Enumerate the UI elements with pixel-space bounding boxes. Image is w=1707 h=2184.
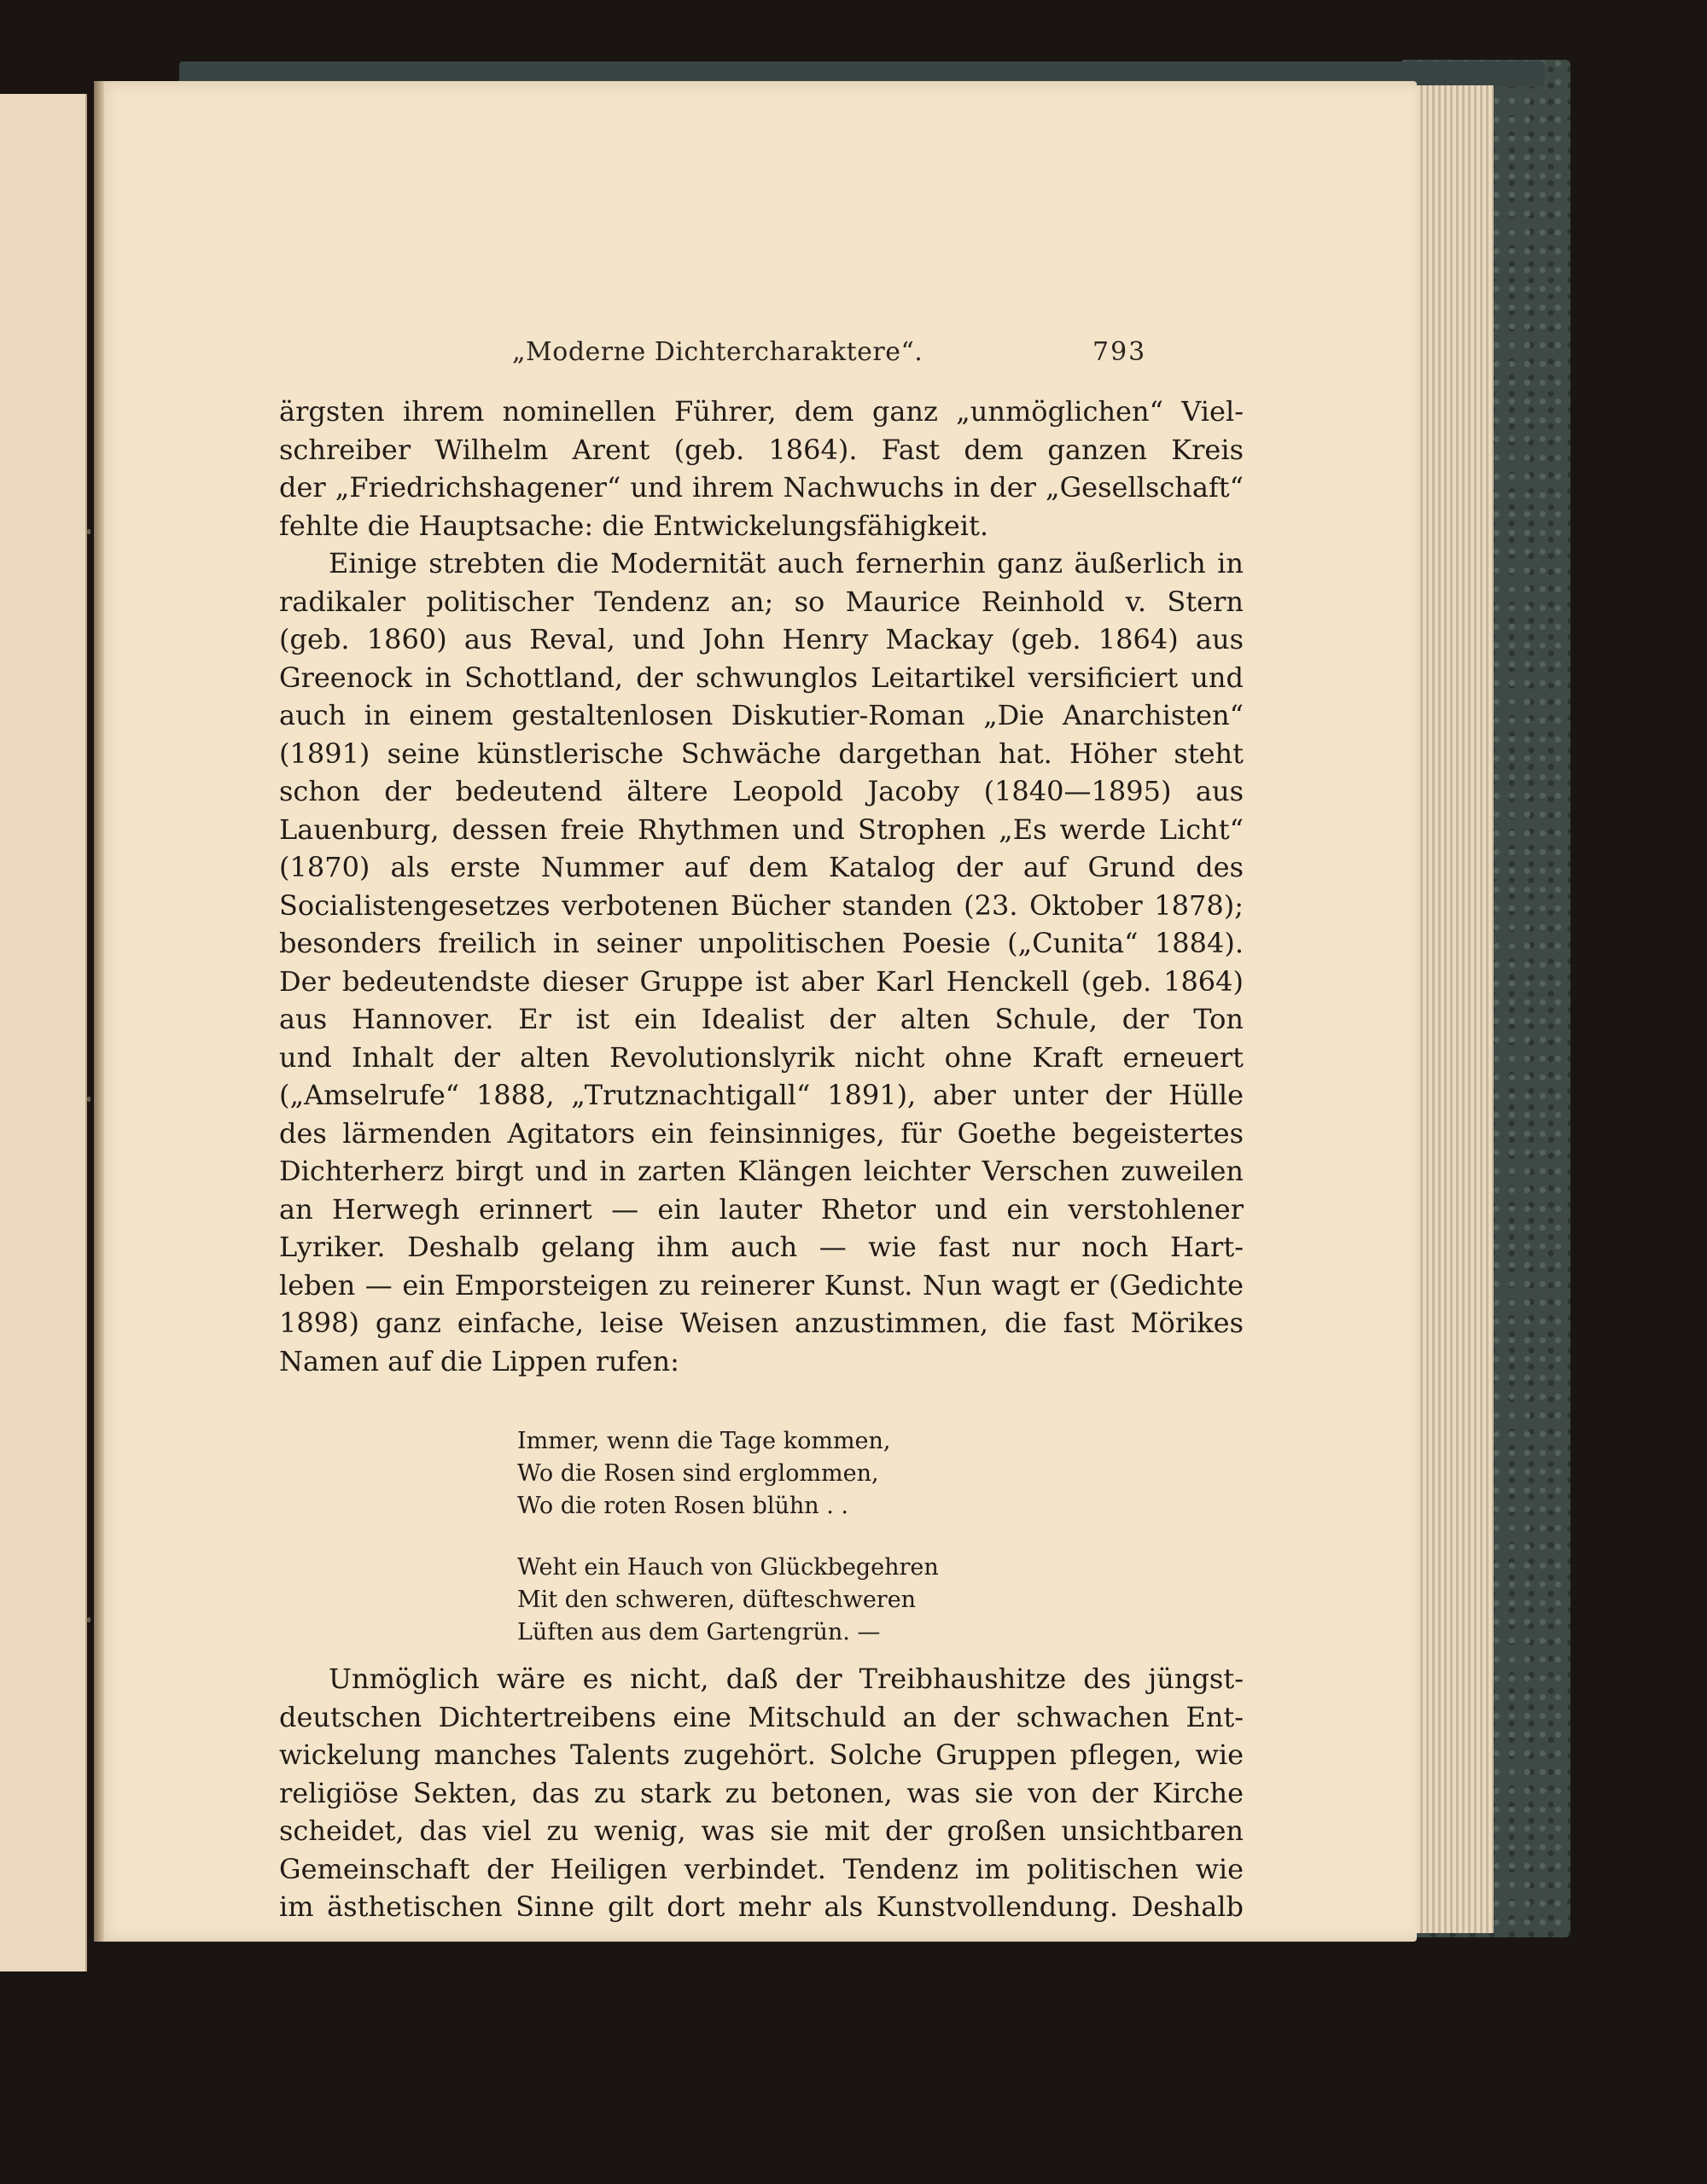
text-line: der „Friedrichshagener“ und ihrem Nachwuchs in der „Gesellschaft“ (279, 471, 1244, 504)
margin-mark (87, 1617, 90, 1622)
text-line: scheidet, das viel zu wenig, was sie mit der großen unsichtbaren (279, 1814, 1244, 1847)
text-line: und Inhalt der alten Revolutionslyrik nicht ohne Kraft erneuert (279, 1040, 1244, 1074)
running-title: „Moderne Dichtercharaktere“. (512, 337, 923, 367)
text-line: („Amselrufe“ 1888, „Trutznachtigall“ 1891), aber unter der Hülle (279, 1079, 1244, 1111)
text-line: (1891) seine künstlerische Schwäche dargethan hat. Höher steht (279, 737, 1244, 770)
page-edges (1408, 85, 1494, 1933)
poem-verse: Wo die Rosen sind erglommen, (517, 1460, 879, 1487)
text-line: schon der bedeutend ältere Leopold Jacoby (1840—1895) aus (279, 775, 1244, 807)
poem-verse: Mit den schweren, düfteschweren (517, 1587, 917, 1613)
poem-verse: Wo die roten Rosen blühn . . (517, 1493, 849, 1519)
margin-mark (87, 1097, 90, 1102)
margin-mark (87, 529, 90, 534)
poem-verse: Lüften aus dem Gartengrün. — (517, 1619, 881, 1645)
text-line: (geb. 1860) aus Reval, und John Henry Mackay (geb. 1864) aus (279, 623, 1244, 655)
text-line: Socialistengesetzes verbotenen Bücher standen (23. Oktober 1878); (279, 888, 1244, 922)
poem-verse: Weht ein Hauch von Glückbegehren (517, 1554, 939, 1581)
text-line: Einige strebten die Modernität auch fernerhin ganz äußerlich in (329, 547, 1244, 579)
text-line: leben — ein Emporsteigen zu reinerer Kunst. Nun wagt er (Gedichte (279, 1268, 1244, 1302)
text-line: Lyriker. Deshalb gelang ihm auch — wie fast nur noch Hart- (279, 1231, 1244, 1263)
text-line: auch in einem gestaltenlosen Diskutier-Roman „Die Anarchisten“ (279, 699, 1244, 731)
body-text-lower (279, 1660, 1244, 1926)
page-number: 793 (1092, 337, 1147, 367)
text-line: Namen auf die Lippen rufen: (279, 1344, 679, 1377)
text-line: religiöse Sekten, das zu stark zu betonen, was sie von der Kirche (279, 1776, 1244, 1809)
text-line: deutschen Dichtertreibens eine Mitschuld an der schwachen Ent- (279, 1700, 1244, 1733)
text-line: Greenock in Schottland, der schwunglos Leitartikel versificiert und (279, 661, 1244, 694)
text-line: (1870) als erste Nummer auf dem Katalog der auf Grund des (279, 851, 1244, 883)
text-line: schreiber Wilhelm Arent (geb. 1864). Fast dem ganzen Kreis (279, 433, 1244, 466)
text-line: Gemeinschaft der Heiligen verbindet. Tendenz im politischen wie (279, 1852, 1244, 1885)
text-line: ärgsten ihrem nominellen Führer, dem ganz „unmöglichen“ Viel- (279, 395, 1244, 428)
text-line: Unmöglich wäre es nicht, daß der Treibhaushitze des jüngst- (329, 1663, 1244, 1695)
text-line: wickelung manches Talents zugehört. Solche Gruppen pflegen, wie (279, 1738, 1244, 1771)
text-line: Der bedeutendste dieser Gruppe ist aber Karl Henckell (geb. 1864) (279, 964, 1244, 998)
text-line: an Herwegh erinnert — ein lauter Rhetor und ein verstohlener (279, 1192, 1244, 1226)
text-line: Lauenburg, dessen freie Rhythmen und Strophen „Es werde Licht“ (279, 812, 1244, 846)
text-line: im ästhetischen Sinne gilt dort mehr als Kunstvollendung. Deshalb (279, 1890, 1244, 1923)
text-line: 1898) ganz einfache, leise Weisen anzustimmen, die fast Mörikes (279, 1307, 1244, 1339)
poem-verse: Immer, wenn die Tage kommen, (517, 1428, 891, 1454)
text-line: besonders freilich in seiner unpolitischen Poesie („Cunita“ 1884). (279, 927, 1244, 959)
text-line: Dichterherz birgt und in zarten Klängen leichter Verschen zuweilen (279, 1155, 1244, 1187)
body-text-upper (279, 393, 1244, 1380)
book-page (94, 81, 1417, 1942)
text-line: fehlte die Hauptsache: die Entwickelungsfähigkeit. (279, 509, 989, 542)
text-line: aus Hannover. Er ist ein Idealist der alten Schule, der Ton (279, 1003, 1244, 1035)
text-line: radikaler politischer Tendenz an; so Maurice Reinhold v. Stern (279, 585, 1244, 618)
page-header (94, 337, 1417, 380)
text-line: des lärmenden Agitators ein feinsinniges, für Goethe begeistertes (279, 1116, 1244, 1150)
left-page-edge (0, 94, 87, 1971)
poem (517, 1425, 939, 1649)
stanza-gap (517, 1523, 939, 1552)
